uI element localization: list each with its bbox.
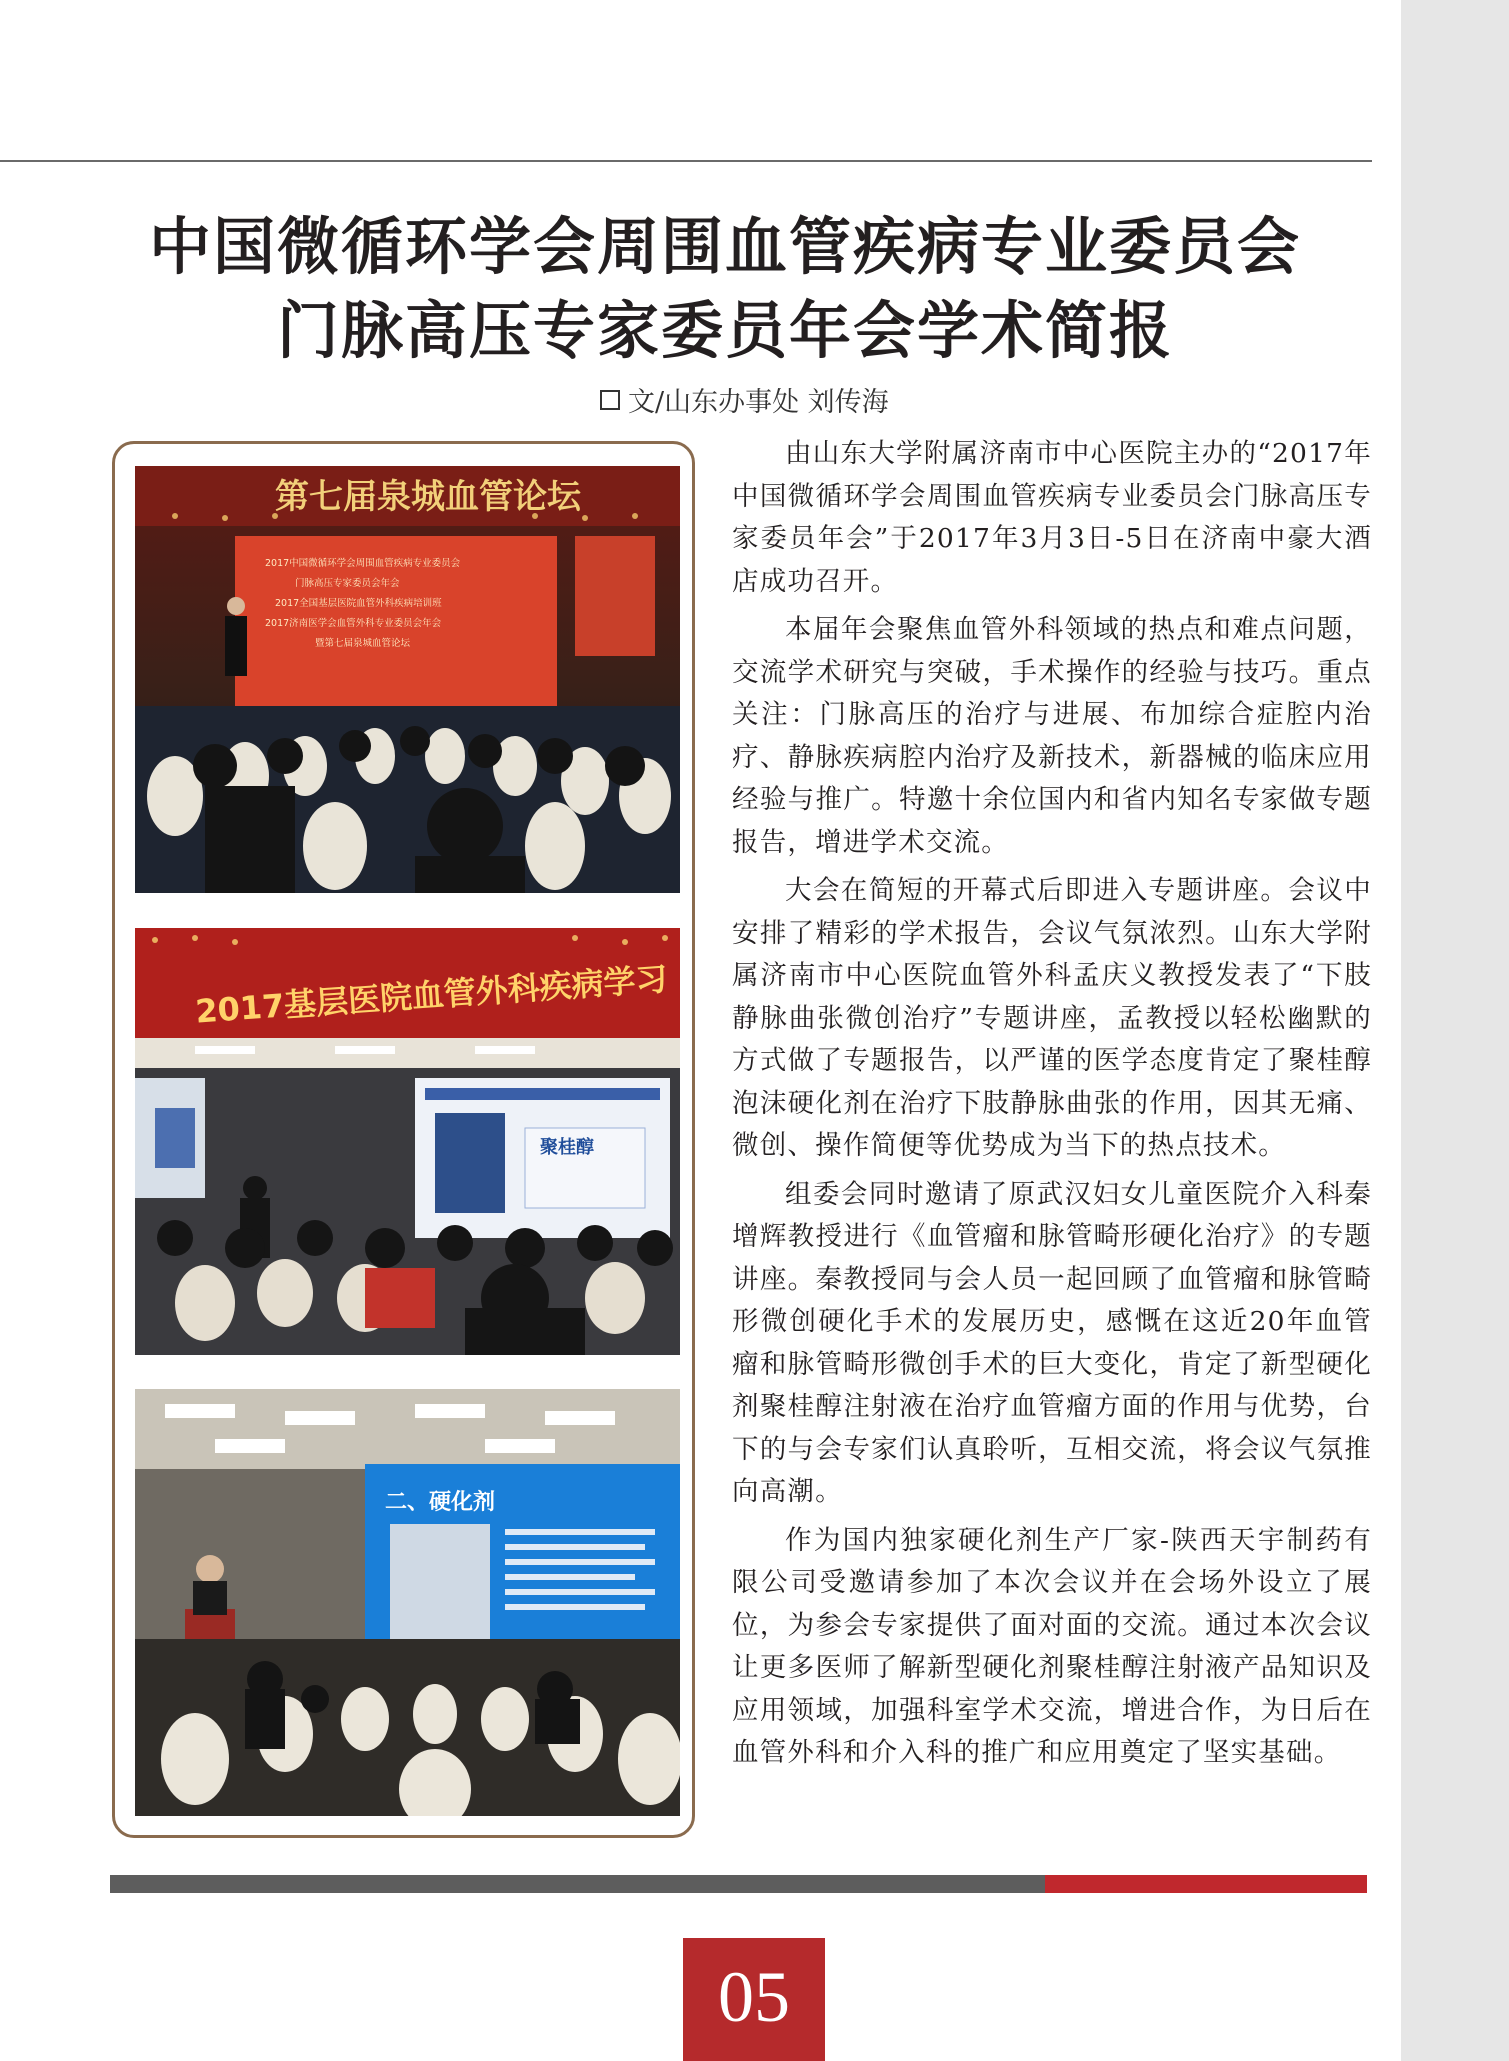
conference-photo-1: [135, 466, 680, 893]
article-paragraph-3: 大会在简短的开幕式后即进入专题讲座。会议中安排了精彩的学术报告，会议气氛浓烈。山东大学附属济南市中心医院血管外科孟庆义教授发表了“下肢静脉曲张微创治疗”专题讲座，孟教授以轻松幽默的方式做了专题报告，以严谨的医学态度肯定了聚桂醇泡沫硬化剂在治疗下肢静脉曲张的作用，因其无痛、微创、操作简便等优势成为当下的热点技术。: [732, 875, 1372, 1161]
photo3-slide-title: 二、硬化剂: [385, 1490, 496, 1515]
article-headline: [0, 205, 1450, 373]
article-paragraph-5: 作为国内独家硬化剂生产厂家-陕西天宇制药有限公司受邀请参加了本次会议并在会场外设立了展位，为参会专家提供了面对面的交流。通过本次会议让更多医师了解新型硬化剂聚桂醇注射液产品知识及应用领域，加强科室学术交流，增进合作，为日后在血管外科和介入科的推广和应用奠定了坚实基础。: [732, 1524, 1372, 1768]
article-body: [732, 433, 1372, 1781]
headline-line-1: 中国微循环学会周围血管疾病专业委员会: [148, 210, 1301, 283]
conference-photo-3: [135, 1389, 680, 1816]
footer-bar-gray: [110, 1875, 1045, 1893]
photo1-banner-text: 第七届泉城血管论坛: [275, 477, 581, 517]
footer-color-bar: [110, 1875, 1367, 1893]
header-rule: [0, 160, 1372, 162]
photo-frame: [112, 441, 695, 1838]
photo1-slide-line-2: 门脉高压专家委员会年会: [295, 578, 400, 589]
photo1-slide-line-5: 暨第七届泉城血管论坛: [315, 638, 411, 649]
photo2-banner-text: 2017基层医院血管外科疾病学习: [194, 959, 669, 1031]
article-paragraph-2: 本届年会聚焦血管外科领域的热点和难点问题，交流学术研究与突破，手术操作的经验与技巧。重点关注：门脉高压的治疗与进展、布加综合症腔内治疗、静脉疾病腔内治疗及新技术，新器械的临床应用经验与推广。特邀十余位国内和省内知名专家做专题报告，增进学术交流。: [732, 614, 1372, 858]
headline-line-2: 门脉高压专家委员年会学术简报: [276, 294, 1173, 367]
footer-bar-red: [1045, 1875, 1367, 1893]
photo1-slide-line-3: 2017全国基层医院血管外科疾病培训班: [275, 598, 442, 609]
photo2-slide-label: 聚桂醇: [540, 1137, 594, 1158]
byline-text: 文/山东办事处 刘传海: [628, 387, 889, 418]
byline-box-icon: [600, 390, 620, 410]
photo1-slide-line-4: 2017济南医学会血管外科专业委员会年会: [265, 618, 442, 629]
article-paragraph-1: 由山东大学附属济南市中心医院主办的“2017年中国微循环学会周围血管疾病专业委员会门脉高压专家委员年会”于2017年3月3日-5日在济南中豪大酒店成功召开。: [732, 438, 1372, 597]
page-number: 05: [683, 1938, 825, 2061]
article-paragraph-4: 组委会同时邀请了原武汉妇女儿童医院介入科秦增辉教授进行《血管瘤和脉管畸形硬化治疗》的专题讲座。秦教授同与会人员一起回顾了血管瘤和脉管畸形微创硬化手术的发展历史，感慨在这近20年血管瘤和脉管畸形微创手术的巨大变化，肯定了新型硬化剂聚桂醇注射液在治疗血管瘤方面的作用与优势，台下的与会专家们认真聆听，互相交流，将会议气氛推向高潮。: [732, 1178, 1372, 1507]
photo1-slide-line-1: 2017中国微循环学会周围血管疾病专业委员会: [265, 558, 461, 569]
conference-photo-2: [135, 928, 680, 1355]
byline: [600, 380, 889, 419]
